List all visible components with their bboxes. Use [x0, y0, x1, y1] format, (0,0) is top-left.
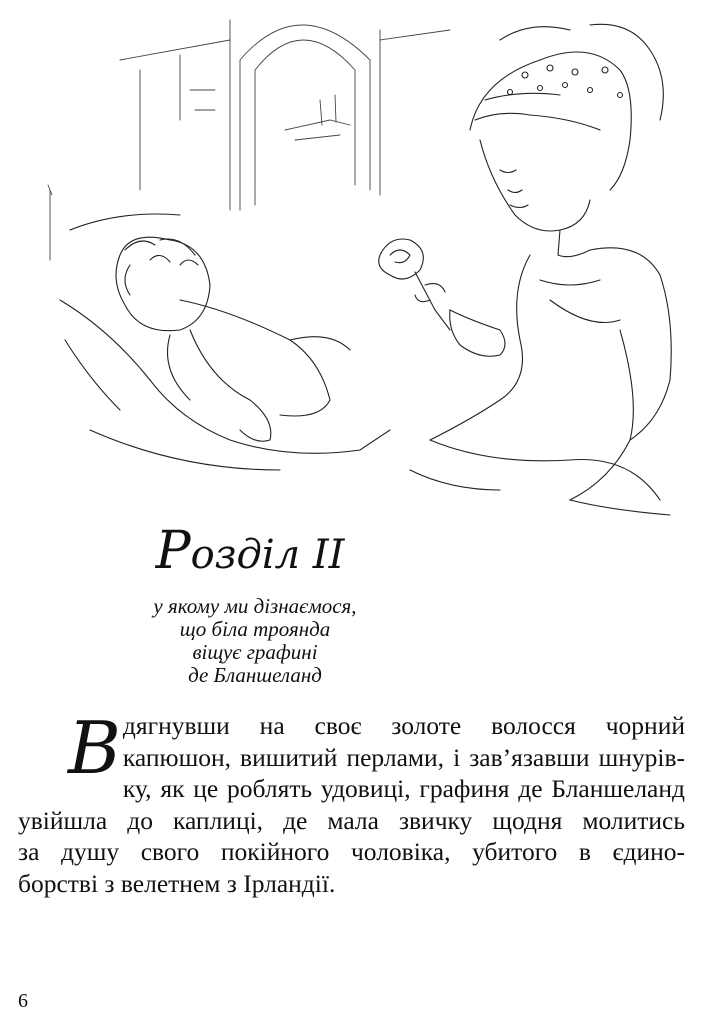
body-line: капюшон, вишитий перлами, і зав’язавши шнурів-	[122, 742, 685, 772]
drop-cap: В	[68, 706, 121, 790]
subtitle-line: де Бланшеланд	[188, 663, 322, 687]
sleeping-child-sketch	[60, 214, 390, 470]
subtitle-line: що біла троянда	[179, 617, 331, 641]
chapter-title-cap: Р	[155, 521, 191, 581]
chapter-subtitle	[60, 595, 450, 687]
page-number: 6	[18, 990, 28, 1012]
rose-sketch	[379, 239, 450, 330]
body-line: увійшла до каплиці, де мала звичку щодня молитись	[18, 805, 685, 835]
subtitle-line: у якому ми дізнаємося,	[153, 594, 357, 618]
body-line: за душу свого покійного чоловіка, убитого в єдино-	[18, 837, 685, 866]
body-line: борстві з велетнем з Ірландії.	[18, 868, 336, 898]
body-line: дягнувши на своє золоте волосся чорний	[122, 711, 685, 740]
woman-sketch	[410, 24, 671, 515]
chapter-title	[100, 521, 400, 581]
chapter-title-rest: озділ ІІ	[190, 532, 345, 578]
window-arch-sketch	[48, 20, 450, 260]
body-line: ку, як це роблять удовиці, графиня де Бланшеланд	[122, 774, 685, 803]
illustration-woman-rose-child	[30, 0, 700, 520]
subtitle-line: віщує графині	[192, 640, 318, 664]
body-paragraph	[18, 706, 685, 899]
